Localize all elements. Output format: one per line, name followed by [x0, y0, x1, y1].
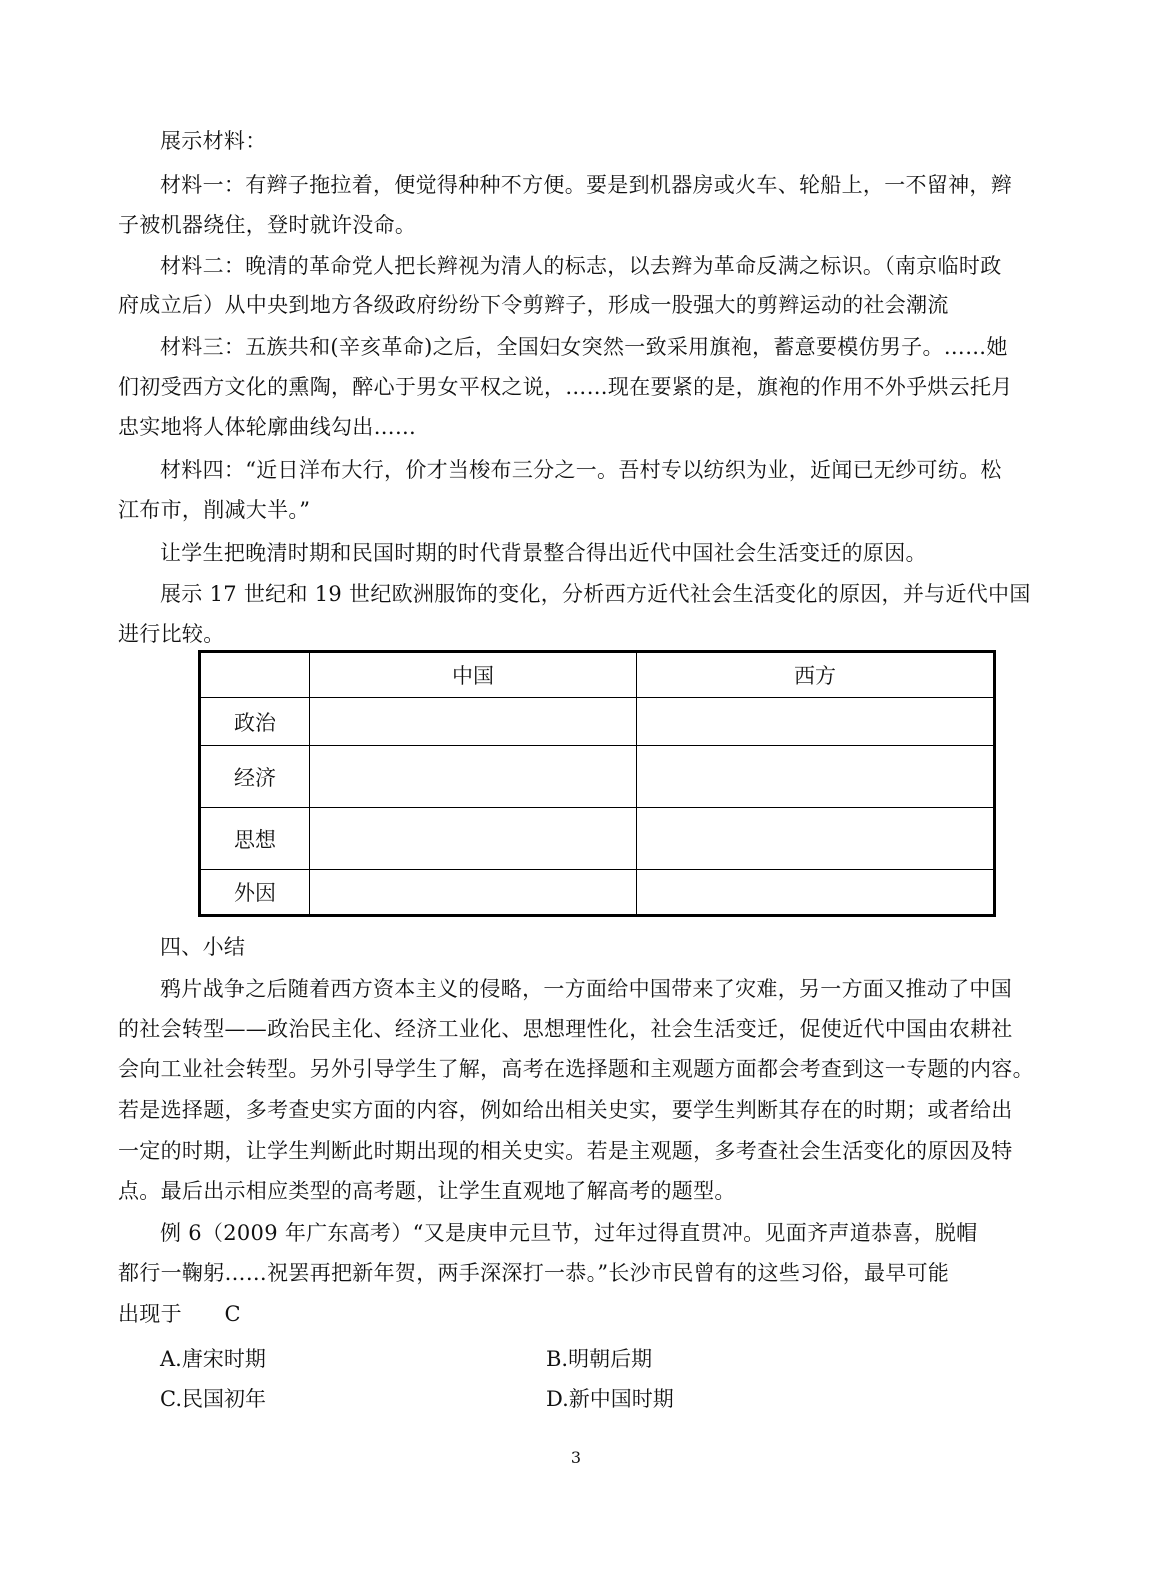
page-number: 3 — [570, 1448, 582, 1467]
table-row — [200, 808, 995, 870]
comparison-table — [198, 650, 996, 917]
table-row — [200, 746, 995, 808]
table-cell-empty — [637, 698, 995, 746]
summary-line-5: 一定的时期，让学生判断此时期出现的相关史实。若是主观题，多考查社会生活变化的原因及特 — [118, 1139, 1013, 1163]
summary-line-1: 鸦片战争之后随着西方资本主义的侵略，一方面给中国带来了灾难，另一方面又推动了中国 — [160, 977, 1012, 1001]
option-d: D.新中国时期 — [546, 1387, 674, 1411]
table-cell-empty — [637, 870, 995, 916]
table-row-label-politics: 政治 — [200, 698, 310, 746]
table-row-label-thought: 思想 — [200, 808, 310, 870]
material-4-line-2: 江布市，削减大半。” — [118, 498, 311, 522]
material-4-line-1: 材料四：“近日洋布大行，价才当梭布三分之一。吾村专以纺织为业，近闻已无纱可纺。松 — [160, 458, 1002, 482]
summary-line-6: 点。最后出示相应类型的高考题，让学生直观地了解高考的题型。 — [118, 1179, 736, 1203]
table-cell-empty — [310, 698, 637, 746]
europe-paragraph-line-1: 展示 17 世纪和 19 世纪欧洲服饰的变化，分析西方近代社会生活变化的原因，并与近代中国 — [160, 582, 1031, 606]
example-line-3: 出现于 C — [118, 1302, 241, 1326]
material-1-line-2: 子被机器绕住，登时就许没命。 — [118, 213, 417, 237]
integrate-paragraph: 让学生把晚清时期和民国时期的时代背景整合得出近代中国社会生活变迁的原因。 — [160, 541, 927, 565]
material-1-line-1: 材料一：有辫子拖拉着，便觉得种种不方便。要是到机器房或火车、轮船上，一不留神，辫 — [160, 173, 1012, 197]
material-3-line-2: 们初受西方文化的熏陶，醉心于男女平权之说，……现在要紧的是，旗袍的作用不外乎烘云托月 — [118, 375, 1013, 399]
table-header-west: 西方 — [637, 652, 995, 698]
material-3-line-1: 材料三：五族共和(辛亥革命)之后，全国妇女突然一致采用旗袍，蓄意要模仿男子。……她 — [160, 335, 1008, 359]
table-cell-empty — [310, 870, 637, 916]
table-cell-empty — [310, 808, 637, 870]
example-line-2: 都行一鞠躬……祝罢再把新年贺，两手深深打一恭。”长沙市民曾有的这些习俗，最早可能 — [118, 1261, 950, 1285]
table-row — [200, 870, 995, 916]
option-b: B.明朝后期 — [546, 1347, 653, 1371]
table-corner-cell — [200, 652, 310, 698]
option-a: A.唐宋时期 — [160, 1347, 266, 1371]
table-header-china: 中国 — [310, 652, 637, 698]
table-row — [200, 698, 995, 746]
summary-line-3: 会向工业社会转型。另外引导学生了解，高考在选择题和主观题方面都会考查到这一专题的内容。 — [118, 1057, 1034, 1081]
summary-heading: 四、小结 — [160, 935, 246, 959]
example-line-1: 例 6（2009 年广东高考）“又是庚申元旦节，过年过得直贯冲。见面齐声道恭喜，脱帽 — [160, 1221, 978, 1245]
material-2-line-1: 材料二：晚清的革命党人把长辫视为清人的标志，以去辫为革命反满之标识。（南京临时政 — [160, 254, 1002, 278]
table-cell-empty — [310, 746, 637, 808]
table-cell-empty — [637, 746, 995, 808]
materials-heading: 展示材料： — [160, 129, 267, 153]
summary-line-2: 的社会转型——政治民主化、经济工业化、思想理性化，社会生活变迁，促使近代中国由农耕社 — [118, 1017, 1013, 1041]
table-header-row — [200, 652, 995, 698]
table-row-label-external: 外因 — [200, 870, 310, 916]
option-c: C.民国初年 — [160, 1387, 266, 1411]
europe-paragraph-line-2: 进行比较。 — [118, 622, 225, 646]
table-cell-empty — [637, 808, 995, 870]
material-3-line-3: 忠实地将人体轮廓曲线勾出…… — [118, 415, 417, 439]
table-row-label-economy: 经济 — [200, 746, 310, 808]
material-2-line-2: 府成立后）从中央到地方各级政府纷纷下令剪辫子，形成一股强大的剪辫运动的社会潮流 — [118, 293, 949, 317]
summary-line-4: 若是选择题，多考查史实方面的内容，例如给出相关史实，要学生判断其存在的时期；或者给出 — [118, 1098, 1013, 1122]
